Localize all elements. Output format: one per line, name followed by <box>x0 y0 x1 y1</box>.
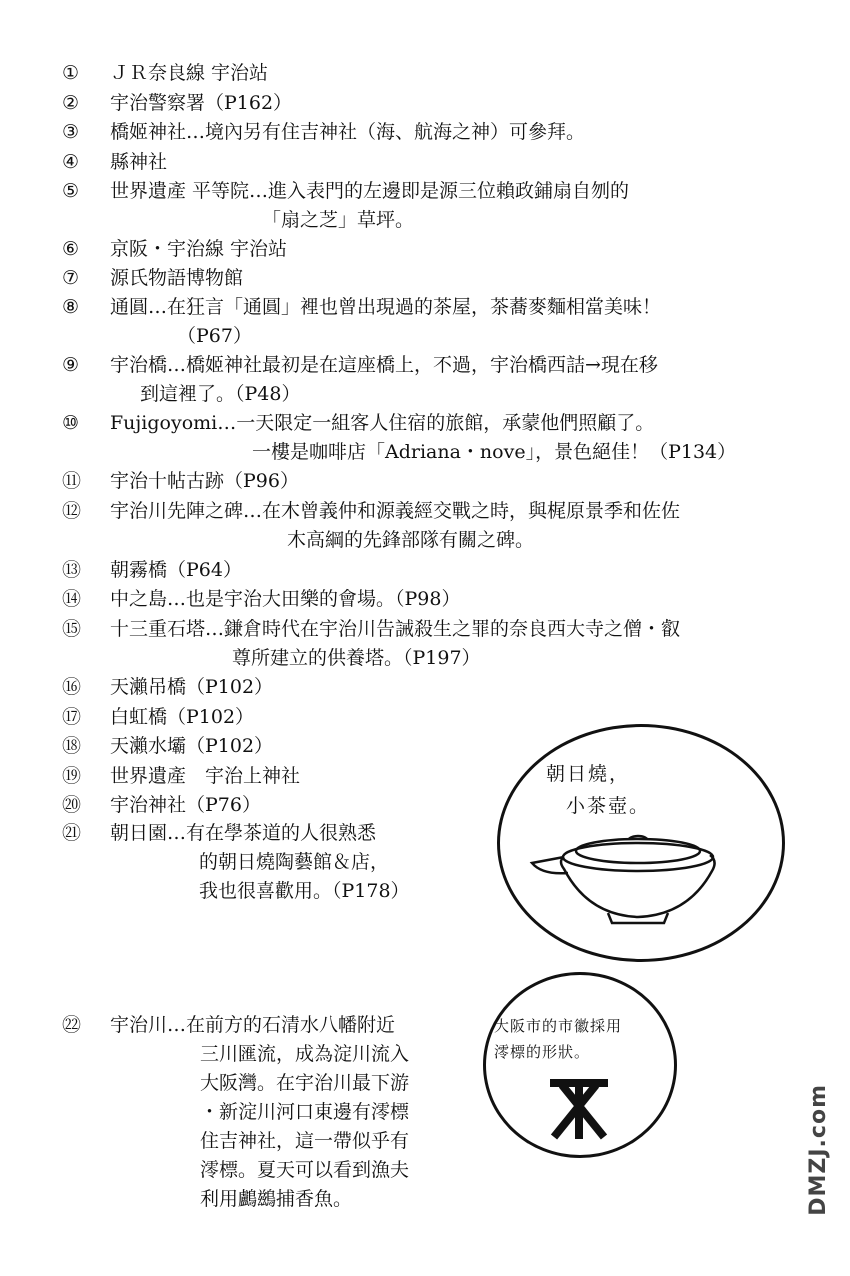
item-text: 天瀨水壩（P102） <box>110 735 274 757</box>
list-item <box>62 117 802 146</box>
item-number: ⑬ <box>62 559 82 581</box>
item-text-continuation: 「扇之芝」草坪。 <box>262 209 415 231</box>
teapot-note-line-2: 小茶壺。 <box>566 795 651 817</box>
site-watermark: DMZJ.com <box>806 1084 831 1216</box>
item-text: ＪＲ奈良線 宇治站 <box>110 62 269 84</box>
item-text: 宇治神社（P76） <box>110 794 261 816</box>
miotsukushi-emblem-icon <box>544 1077 614 1141</box>
item-text: 中之島…也是宇治大田樂的會場。（P98） <box>110 588 461 610</box>
item-number: ④ <box>62 151 80 173</box>
item-text-continuation: 我也很喜歡用。（P178） <box>199 880 410 902</box>
item-text-continuation: 木高綱的先鋒部隊有關之碑。 <box>287 529 535 551</box>
list-item <box>62 234 802 263</box>
list-item <box>62 1010 802 1213</box>
item-text: 十三重石塔…鎌倉時代在宇治川告誡殺生之罪的奈良西大寺之僧・叡 <box>110 618 681 640</box>
list-item <box>62 672 802 701</box>
item-text: 宇治十帖古跡（P96） <box>110 470 299 492</box>
item-text: 世界遺產 平等院…進入表門的左邊即是源三位賴政鋪扇自刎的 <box>110 180 630 202</box>
item-text: 宇治橋…橋姬神社最初是在這座橋上，不過，宇治橋西詰→現在移 <box>110 354 658 376</box>
item-number: ⑥ <box>62 238 80 260</box>
teapot-icon <box>528 827 728 927</box>
item-text-continuation: 一樓是咖啡店「Adriana・nove」，景色絕佳！（P134） <box>252 441 737 463</box>
item-text: 橋姬神社…境內另有住吉神社（海、航海之神）可參拜。 <box>110 121 586 143</box>
list-item <box>62 555 802 584</box>
item-number: ⑱ <box>62 735 82 757</box>
list-item <box>62 292 802 350</box>
item-text: 朝日園…有在學茶道的人很熟悉 <box>110 822 377 844</box>
item-text: 宇治警察署（P162） <box>110 92 293 114</box>
item-text-continuation: 的朝日燒陶藝館＆店， <box>199 851 390 873</box>
item-text-continuation: ・新淀川河口東邊有澪標 <box>200 1101 410 1123</box>
item-text-continuation: 尊所建立的供養塔。（P197） <box>232 647 481 669</box>
item-text-continuation: 到這裡了。（P48） <box>140 383 301 405</box>
item-text-continuation: 澪標。夏天可以看到漁夫 <box>200 1159 410 1181</box>
item-number: ㉑ <box>62 822 82 844</box>
item-number: ⑤ <box>62 180 80 202</box>
item-text: 天瀨吊橋（P102） <box>110 676 274 698</box>
teapot-note-line-1: 朝日燒， <box>546 763 631 785</box>
item-text-continuation: （P67） <box>177 325 252 347</box>
item-number: ⑨ <box>62 354 80 376</box>
item-text-continuation: 利用鸕鷀捕香魚。 <box>200 1188 353 1210</box>
item-number: ⑲ <box>62 765 82 787</box>
item-text: 源氏物語博物館 <box>110 267 244 289</box>
list-item <box>62 496 802 554</box>
item-number: ⑳ <box>62 794 82 816</box>
item-text-continuation: 三川匯流，成為淀川流入 <box>200 1043 410 1065</box>
list-item <box>62 614 802 672</box>
osaka-emblem-circle <box>483 972 677 1158</box>
item-text-continuation: 大阪灣。在宇治川最下游 <box>200 1072 410 1094</box>
item-number: ㉒ <box>62 1014 82 1036</box>
list-item <box>62 176 802 234</box>
list-item <box>62 263 802 292</box>
list-item <box>62 88 802 117</box>
item-number: ⑫ <box>62 500 82 522</box>
item-text: 宇治川…在前方的石清水八幡附近 <box>110 1014 396 1036</box>
item-text: 京阪・宇治線 宇治站 <box>110 238 288 260</box>
osaka-note-line-1: 大阪市的市徽採用 <box>494 1017 623 1035</box>
item-text: 世界遺產 宇治上神社 <box>110 765 301 787</box>
teapot-illustration-circle <box>497 724 785 962</box>
list-item <box>62 350 802 408</box>
item-number: ⑪ <box>62 470 82 492</box>
item-text: 白虹橋（P102） <box>110 706 255 728</box>
osaka-note-line-2: 澪標的形狀。 <box>494 1043 591 1061</box>
list-item <box>62 466 802 495</box>
list-item <box>62 702 802 731</box>
item-text: 縣神社 <box>110 151 168 173</box>
item-text: 宇治川先陣之碑…在木曾義仲和源義經交戰之時，與梶原景季和佐佐 <box>110 500 681 522</box>
item-text: 朝霧橋（P64） <box>110 559 242 581</box>
item-number: ⑯ <box>62 676 82 698</box>
item-number: ⑮ <box>62 618 82 640</box>
item-number: ⑦ <box>62 267 80 289</box>
item-number: ② <box>62 92 80 114</box>
item-number: ⑰ <box>62 706 82 728</box>
item-text: 通圓…在狂言「通圓」裡也曾出現過的茶屋，茶蕎麥麵相當美味！ <box>110 296 662 318</box>
list-item <box>62 147 802 176</box>
list-item <box>62 58 802 87</box>
item-number: ⑧ <box>62 296 80 318</box>
item-number: ① <box>62 62 80 84</box>
list-item <box>62 584 802 613</box>
item-number: ⑭ <box>62 588 82 610</box>
item-number: ⑩ <box>62 412 80 434</box>
item-number: ③ <box>62 121 80 143</box>
item-text: Fujigoyomi…一天限定一組客人住宿的旅館，承蒙他們照顧了。 <box>110 412 655 434</box>
item-text-continuation: 住吉神社，這一帶似乎有 <box>200 1130 410 1152</box>
list-item <box>62 408 802 466</box>
